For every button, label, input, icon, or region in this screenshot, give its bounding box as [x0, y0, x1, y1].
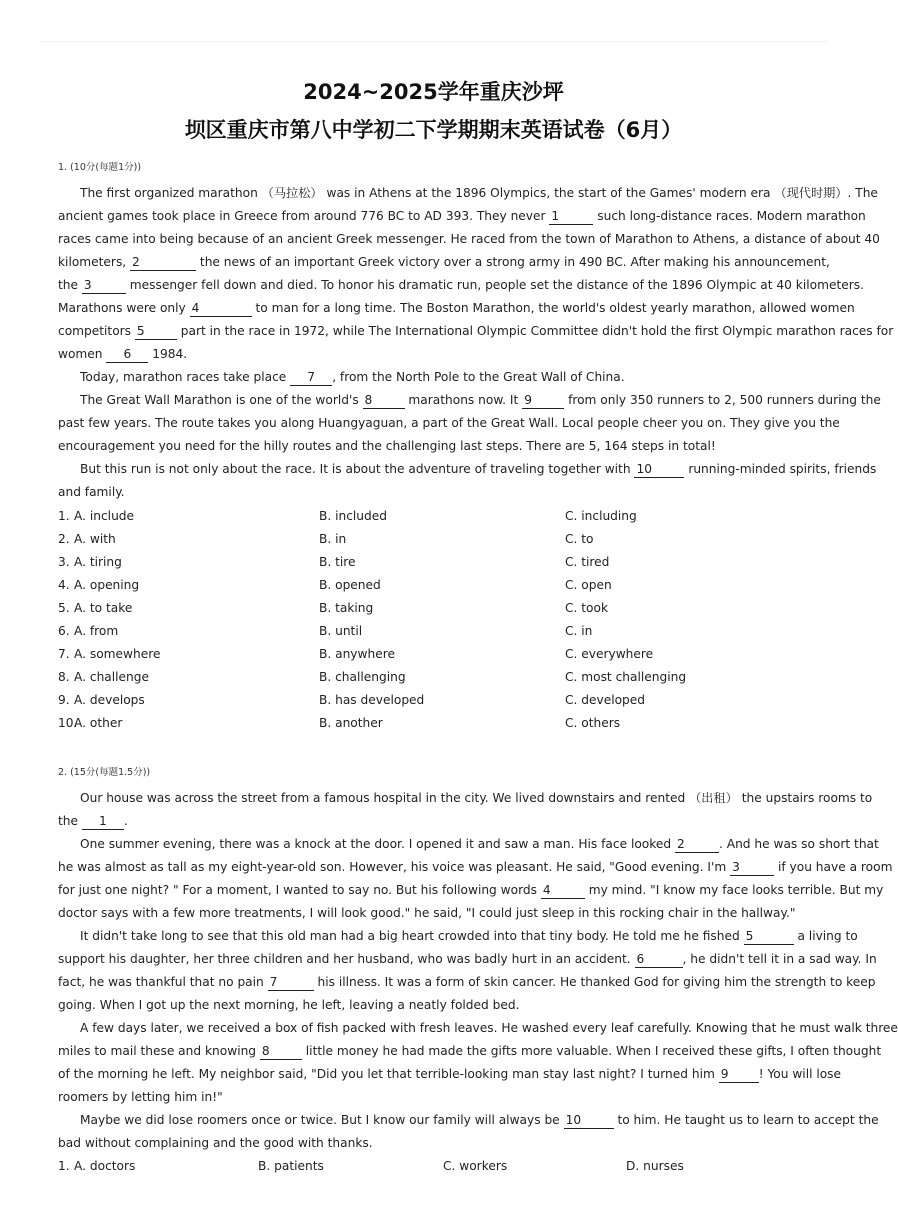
option-c[interactable]: C. most challenging — [565, 670, 687, 684]
q2-passage-line: A few days later, we received a box of fish packed with fresh leaves. He washed every leaf carefully. Knowing that he must walk three — [80, 1021, 898, 1035]
q2-passage-line: support his daughter, her three children and her husband, who was badly hurt in an accident. 6 , he didn't tell it in a sad way. In — [58, 952, 877, 966]
question-1-header: 1. (10分(每题1分)) — [58, 162, 142, 173]
option-a[interactable]: A. develops — [74, 693, 145, 707]
q1-passage-line: Marathons were only 4 to man for a long time. The Boston Marathon, the world's oldest yearly marathon, allowed women — [58, 301, 855, 315]
q1-passage-line: The Great Wall Marathon is one of the world's 8 marathons now. It 9 from only 350 runners to 2, 500 runners during the — [80, 393, 881, 407]
q2-passage-line: miles to mail these and knowing 8 little money he had made the gifts more valuable. When I received these gifts, I often thought — [58, 1044, 882, 1058]
q1-passage-line: races came into being because of an ancient Greek messenger. He raced from the town of Marathon to Athens, a distance of about 40 — [58, 232, 880, 246]
q2-passage-line: fact, he was thankful that no pain 7 his illness. It was a form of skin cancer. He thanked God for giving him the strength to keep — [58, 975, 876, 989]
q1-blank-6[interactable]: 6 — [106, 346, 148, 363]
q2-passage-line: Maybe we did lose roomers once or twice. But I know our family will always be 10 to him. He taught us to learn to accept the — [80, 1113, 879, 1127]
q2-passage-line: Our house was across the street from a famous hospital in the city. We lived downstairs and rented （出租） the upstairs rooms to — [80, 791, 873, 805]
option-a[interactable]: A. with — [74, 532, 116, 546]
option-number: 4. — [58, 578, 70, 592]
q2-blank-1[interactable]: 1 — [82, 813, 124, 830]
option-number: 5. — [58, 601, 70, 615]
option-d[interactable]: D. nurses — [626, 1159, 684, 1173]
option-c[interactable]: C. others — [565, 716, 621, 730]
option-number: 1. — [58, 1159, 70, 1173]
q1-passage-line: encouragement you need for the hilly routes and the challenging last steps. There are 5, 164 steps in total! — [58, 439, 716, 453]
q1-blank-1[interactable]: 1 — [549, 208, 593, 225]
option-number: 6. — [58, 624, 70, 638]
q1-passage-line: The first organized marathon （马拉松） was in Athens at the 1896 Olympics, the start of the Games' modern era （现代时期）. The — [80, 186, 878, 200]
option-b[interactable]: B. in — [319, 532, 347, 546]
q2-passage-line: One summer evening, there was a knock at the door. I opened it and saw a man. His face looked 2 . And he was so short that — [80, 837, 879, 851]
q1-passage-line: ancient games took place in Greece from around 776 BC to AD 393. They never 1 such long-distance races. Modern marathon — [58, 209, 866, 223]
question-2-header: 2. (15分(每题1.5分)) — [58, 767, 151, 778]
option-b[interactable]: B. anywhere — [319, 647, 395, 661]
q2-passage-line: the 1 . — [58, 814, 128, 828]
option-a[interactable]: A. opening — [74, 578, 140, 592]
q1-passage-line: women 6 1984. — [58, 347, 188, 361]
option-a[interactable]: A. to take — [74, 601, 133, 615]
option-b[interactable]: B. another — [319, 716, 383, 730]
q2-passage-line: roomers by letting him in!" — [58, 1090, 223, 1104]
option-a[interactable]: A. include — [74, 509, 135, 523]
q1-passage-line: competitors 5 part in the race in 1972, while The International Olympic Committee didn't hold the first Olympic marathon races for — [58, 324, 894, 338]
option-c[interactable]: C. to — [565, 532, 594, 546]
q1-passage-line: kilometers, 2 the news of an important Greek victory over a strong army in 490 BC. After making his announcement, — [58, 255, 830, 269]
option-c[interactable]: C. developed — [565, 693, 646, 707]
q1-blank-2[interactable]: 2 — [130, 254, 196, 271]
q1-blank-8[interactable]: 8 — [363, 392, 405, 409]
option-a[interactable]: A. tiring — [74, 555, 122, 569]
q2-blank-8[interactable]: 8 — [260, 1043, 302, 1060]
q2-blank-9[interactable]: 9 — [719, 1066, 759, 1083]
option-number: 2. — [58, 532, 70, 546]
option-a[interactable]: A. challenge — [74, 670, 149, 684]
q2-blank-5[interactable]: 5 — [744, 928, 794, 945]
option-b[interactable]: B. patients — [258, 1159, 324, 1173]
option-b[interactable]: B. until — [319, 624, 363, 638]
option-b[interactable]: B. taking — [319, 601, 374, 615]
q1-blank-9[interactable]: 9 — [522, 392, 564, 409]
q1-blank-3[interactable]: 3 — [82, 277, 126, 294]
page-title-line-1: 2024~2025学年重庆沙坪 — [303, 80, 564, 104]
option-c[interactable]: C. including — [565, 509, 637, 523]
q1-blank-7[interactable]: 7 — [290, 369, 332, 386]
q2-blank-4[interactable]: 4 — [541, 882, 585, 899]
option-number: 3. — [58, 555, 70, 569]
option-b[interactable]: B. challenging — [319, 670, 406, 684]
q1-blank-4[interactable]: 4 — [190, 300, 252, 317]
q2-blank-7[interactable]: 7 — [268, 974, 314, 991]
q1-blank-10[interactable]: 10 — [634, 461, 684, 478]
option-number: 1. — [58, 509, 70, 523]
option-a[interactable]: A. other — [74, 716, 123, 730]
option-b[interactable]: B. has developed — [319, 693, 425, 707]
option-number: 9. — [58, 693, 70, 707]
q2-passage-line: bad without complaining and the good with thanks. — [58, 1136, 373, 1150]
option-c[interactable]: C. open — [565, 578, 612, 592]
option-a[interactable]: A. doctors — [74, 1159, 136, 1173]
q1-passage-line: the 3 messenger fell down and died. To honor his dramatic run, people set the distance of the 1896 Olympic at 40 kilometers. — [58, 278, 864, 292]
q2-blank-10[interactable]: 10 — [564, 1112, 614, 1129]
option-b[interactable]: B. included — [319, 509, 388, 523]
q2-passage-line: for just one night? " For a moment, I wanted to say no. But his following words 4 my mind. "I know my face looks terrible. But my — [58, 883, 884, 897]
q2-passage-line: he was almost as tall as my eight-year-old son. However, his voice was pleasant. He said, "Good evening. I'm 3 if you have a room — [58, 860, 893, 874]
option-number: 10. — [58, 716, 78, 730]
option-c[interactable]: C. workers — [443, 1159, 508, 1173]
option-b[interactable]: B. tire — [319, 555, 356, 569]
q1-passage-line: But this run is not only about the race. It is about the adventure of traveling together with 10 running-minded spirits, friends — [80, 462, 877, 476]
option-c[interactable]: C. tired — [565, 555, 610, 569]
top-divider — [40, 41, 827, 42]
option-a[interactable]: A. from — [74, 624, 119, 638]
option-c[interactable]: C. took — [565, 601, 609, 615]
q2-passage-line: doctor says with a few more treatments, I will look good." he said, "I could just sleep in this rocking chair in the hallway." — [58, 906, 796, 920]
option-a[interactable]: A. somewhere — [74, 647, 161, 661]
q2-blank-6[interactable]: 6 — [635, 951, 683, 968]
q2-blank-2[interactable]: 2 — [675, 836, 719, 853]
option-number: 7. — [58, 647, 70, 661]
q1-passage-line: past few years. The route takes you along Huangyaguan, a part of the Great Wall. Local people cheer you on. They give you the — [58, 416, 840, 430]
page-title-line-2: 坝区重庆市第八中学初二下学期期末英语试卷（6月） — [184, 118, 683, 142]
q2-passage-line: of the morning he left. My neighbor said, "Did you let that terrible-looking man stay last night? I turned him 9 ! You will lose — [58, 1067, 842, 1081]
option-c[interactable]: C. in — [565, 624, 593, 638]
option-number: 8. — [58, 670, 70, 684]
q1-passage-line: and family. — [58, 485, 125, 499]
option-c[interactable]: C. everywhere — [565, 647, 654, 661]
option-b[interactable]: B. opened — [319, 578, 381, 592]
q1-blank-5[interactable]: 5 — [135, 323, 177, 340]
q2-passage-line: It didn't take long to see that this old man had a big heart crowded into that tiny body. He told me he fished 5 a living to — [80, 929, 858, 943]
q2-blank-3[interactable]: 3 — [730, 859, 774, 876]
q2-passage-line: going. When I got up the next morning, he left, leaving a neatly folded bed. — [58, 998, 520, 1012]
q1-passage-line: Today, marathon races take place 7 , from the North Pole to the Great Wall of China. — [80, 370, 625, 384]
